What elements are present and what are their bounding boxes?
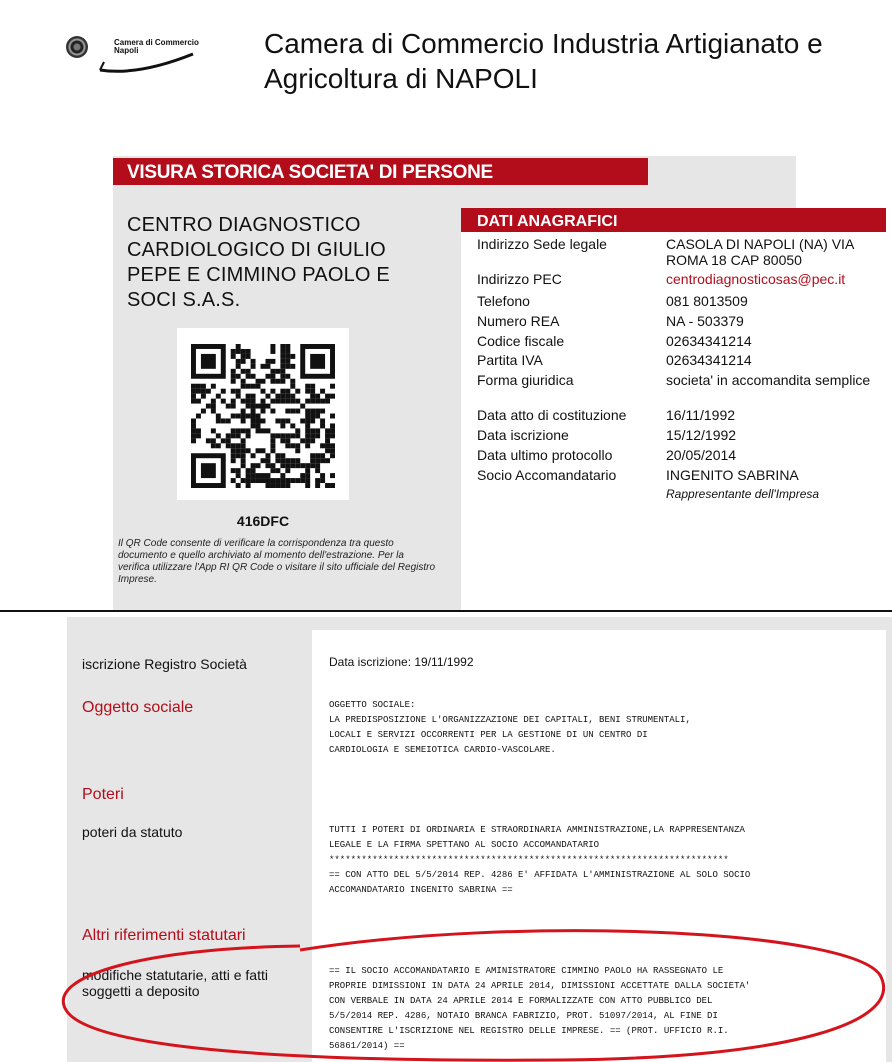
dati-value: 20/05/2014 <box>666 447 737 463</box>
page-divider <box>0 610 892 612</box>
dati-value: 16/11/1992 <box>666 407 736 423</box>
dati-value: 02634341214 <box>666 352 752 368</box>
qr-note: Il QR Code consente di verificare la corrispondenza tra questo documento e quello archiviato al momento dell'estrazione. Per la verifica utilizzare l'App RI QR Code o visitare il sito ufficiale del Registro Imprese. <box>118 538 436 585</box>
dati-key: Partita IVA <box>477 352 543 368</box>
iscrizione-label: iscrizione Registro Società <box>82 656 247 672</box>
dati-anagrafici-header: DATI ANAGRAFICI <box>461 208 886 232</box>
oggetto-sociale-text: OGGETTO SOCIALE: LA PREDISPOSIZIONE L'ORGANIZZAZIONE DEI CAPITALI, BENI STRUMENTALI, LOCALI E SERVIZI OCCORRENTI PER LA GESTIONE DI UN CENTRO DI CARDIOLOGIA E SEMEIOTICA CARDIO-VASCOLARE. <box>329 700 691 755</box>
qr-code-icon <box>191 344 335 488</box>
logo-name: Camera di Commercio Napoli <box>114 38 199 55</box>
iscrizione-value: Data iscrizione: 19/11/1992 <box>329 655 474 669</box>
organization-title: Camera di Commercio Industria Artigianato e Agricoltura di NAPOLI <box>264 28 823 94</box>
seal-icon <box>66 36 88 58</box>
pec-link[interactable]: centrodiagnosticosas@pec.it <box>666 271 846 287</box>
dati-value: INGENITO SABRINA <box>666 467 799 483</box>
logo-swoosh-icon <box>98 50 198 80</box>
role-label: Rappresentante dell'Impresa <box>666 487 820 501</box>
dati-value: CASOLA DI NAPOLI (NA) VIA ROMA 18 CAP 80050 <box>666 236 854 268</box>
qr-code-box <box>177 328 349 500</box>
dati-value: 081 8013509 <box>666 293 748 309</box>
dati-key: Data iscrizione <box>477 427 569 443</box>
modifiche-label: modifiche statutarie, atti e fatti soggetti a deposito <box>82 967 268 999</box>
visura-card-header: VISURA STORICA SOCIETA' DI PERSONE <box>113 158 648 185</box>
dati-key: Indirizzo Sede legale <box>477 236 607 252</box>
dati-value: NA - 503379 <box>666 313 744 329</box>
dati-key: Numero REA <box>477 313 560 329</box>
dati-key: Data atto di costituzione <box>477 407 627 423</box>
chamber-logo <box>60 30 200 80</box>
dati-value: 15/12/1992 <box>666 427 737 443</box>
poteri-text: TUTTI I POTERI DI ORDINARIA E STRAORDINARIA AMMINISTRAZIONE,LA RAPPRESENTANZA LEGALE E LA FIRMA SPETTANO AL SOCIO ACCOMANDATARIO ************************************************************************** == CON ATTO DEL 5/5/2014 REP. 4286 E' AFFIDATA L'AMMINISTRAZIONE AL SOLO SOCIO ACCOMANDATARIO INGENITO SABRINA == <box>329 825 751 895</box>
dati-key: Telefono <box>477 293 530 309</box>
altri-riferimenti-title: Altri riferimenti statutari <box>82 927 246 944</box>
poteri-title: Poteri <box>82 786 124 803</box>
poteri-label: poteri da statuto <box>82 824 183 840</box>
company-name: CENTRO DIAGNOSTICO CARDIOLOGICO DI GIULIO PEPE E CIMMINO PAOLO E SOCI S.A.S. <box>127 214 390 311</box>
oggetto-sociale-title: Oggetto sociale <box>82 699 194 716</box>
dati-key: Codice fiscale <box>477 333 565 349</box>
dati-key: Forma giuridica <box>477 372 574 388</box>
qr-code-label: 416DFC <box>236 513 290 529</box>
modifiche-text: == IL SOCIO ACCOMANDATARIO E AMINISTRATORE CIMMINO PAOLO HA RASSEGNATO LE PROPRIE DIMISSIONI IN DATA 24 APRILE 2014, DIMISSIONI ACCETTATE DALLA SOCIETA' CON VERBALE IN DATA 24 APRILE 2014 E FORMALIZZATE CON ATTO PUBBLICO DEL 5/5/2014 REP. 4286, NOTAIO BRANCA FABRIZIO, PROT. 51097/2014, AL FINE DI CONSENTIRE L'ISCRIZIONE NEL REGISTRO DELLE IMPRESE. == (PROT. UFFICIO R.I. 56861/2014) == <box>329 966 751 1051</box>
dati-key: Data ultimo protocollo <box>477 447 613 463</box>
dati-value: societa' in accomandita semplice <box>666 372 871 388</box>
dati-value: 02634341214 <box>666 333 752 349</box>
dati-key: Socio Accomandatario <box>477 467 617 483</box>
dati-key: Indirizzo PEC <box>477 271 562 287</box>
